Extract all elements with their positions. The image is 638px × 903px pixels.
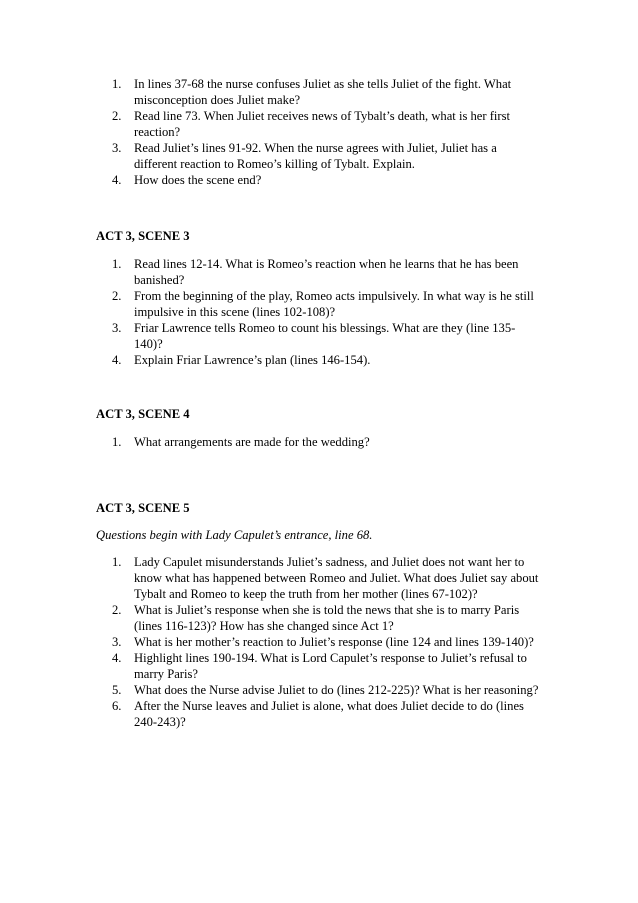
question-number: 4. [112,353,122,367]
question-text: Read line 73. When Juliet receives news of Tybalt’s death, what is her first reaction? [134,109,511,139]
question-text: Friar Lawrence tells Romeo to count his blessings. What are they (line 135-140)? [134,321,516,351]
question-text: What does the Nurse advise Juliet to do (lines 212-225)? What is her reasoning? [134,683,539,697]
section-heading-scene3: ACT 3, SCENE 3 [96,229,190,243]
question-item [0,650,540,682]
question-item [0,682,540,698]
question-item [0,140,540,172]
scene4-question-list [0,434,638,450]
question-number: 6. [112,699,122,713]
question-number: 2. [112,289,122,303]
question-number: 1. [112,257,122,271]
question-text: What is her mother’s reaction to Juliet’s response (line 124 and lines 139-140)? [134,635,534,649]
question-number: 1. [112,555,122,569]
question-text: Read Juliet’s lines 91-92. When the nurse agrees with Juliet, Juliet has a different reaction to Romeo’s killing of Tybalt. Explain. [134,141,497,171]
question-text: From the beginning of the play, Romeo acts impulsively. In what way is he still impulsive in this scene (lines 102-108)? [134,289,534,319]
question-text: How does the scene end? [134,173,262,187]
question-item [0,602,540,634]
question-item [0,256,540,288]
question-number: 4. [112,651,122,665]
question-number: 2. [112,109,122,123]
question-number: 1. [112,77,122,91]
question-number: 3. [112,321,122,335]
question-text: Highlight lines 190-194. What is Lord Capulet’s response to Juliet’s refusal to marry Paris? [134,651,527,681]
question-item [0,698,540,730]
section-heading-scene5: ACT 3, SCENE 5 [96,501,190,515]
scene2-question-list [0,76,638,188]
question-text: Lady Capulet misunderstands Juliet’s sadness, and Juliet does not want her to know what has happened between Romeo and Juliet. What does Juliet say about Tybalt and Romeo to keep the truth from her mother (lines 67-102)? [134,555,539,601]
question-number: 5. [112,683,122,697]
question-item [0,352,540,368]
instruction-note: Questions begin with Lady Capulet’s entrance, line 68. [96,528,373,542]
section-heading-scene4: ACT 3, SCENE 4 [96,407,190,421]
question-text: In lines 37-68 the nurse confuses Juliet as she tells Juliet of the fight. What misconception does Juliet make? [134,77,512,107]
question-item [0,320,540,352]
scene5-question-list [0,554,638,730]
question-text: After the Nurse leaves and Juliet is alone, what does Juliet decide to do (lines 240-243)? [134,699,524,729]
scene3-question-list [0,256,638,368]
question-text: What is Juliet’s response when she is told the news that she is to marry Paris (lines 116-123)? How has she changed since Act 1? [134,603,520,633]
question-item [0,554,540,602]
question-item [0,108,540,140]
question-item [0,434,540,450]
question-text: What arrangements are made for the wedding? [134,435,370,449]
question-item [0,172,540,188]
question-item [0,288,540,320]
question-item [0,634,540,650]
question-item [0,76,540,108]
question-number: 4. [112,173,122,187]
question-number: 3. [112,141,122,155]
question-number: 1. [112,435,122,449]
question-text: Read lines 12-14. What is Romeo’s reaction when he learns that he has been banished? [134,257,519,287]
question-text: Explain Friar Lawrence’s plan (lines 146-154). [134,353,371,367]
question-number: 2. [112,603,122,617]
question-number: 3. [112,635,122,649]
